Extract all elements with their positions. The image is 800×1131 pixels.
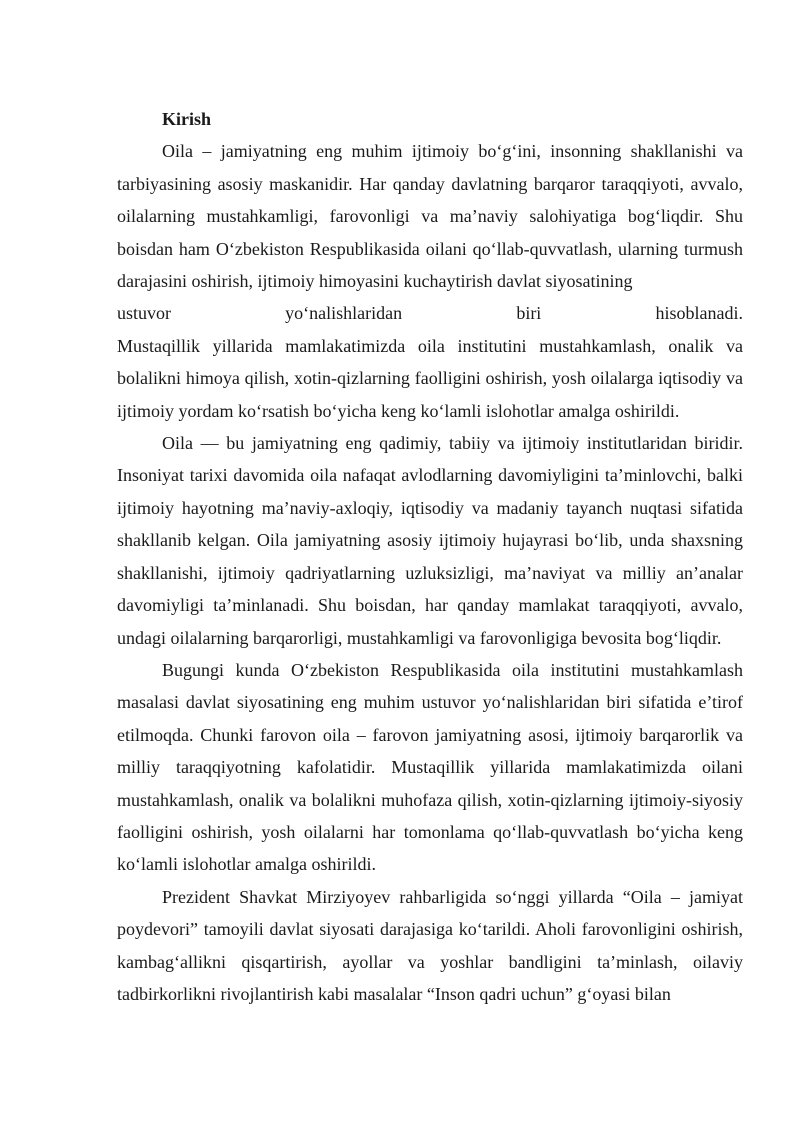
word: yo‘nalishlaridan bbox=[285, 303, 403, 324]
paragraph-2: Mustaqillik yillarida mamlakatimizda oila institutini mustahkamlash, onalik va bolalikni himoya qilish, xotin-qizlarning faolligini oshirish, yosh oilalarga iqtisodiy va ijtimoiy yordam ko‘rsatish bo‘yicha keng ko‘lamli islohotlar amalga oshirildi. bbox=[117, 335, 743, 421]
word: hisoblanadi. bbox=[655, 303, 743, 324]
section-heading: Kirish bbox=[162, 109, 212, 129]
document-page bbox=[117, 103, 743, 1010]
word: biri bbox=[516, 303, 542, 324]
paragraph-5: Prezident Shavkat Mirziyoyev rahbarligida so‘nggi yillarda “Oila – jamiyat poydevori” tamoyili davlat siyosati darajasiga ko‘tarildi. Aholi farovonligini oshirish, kambag‘allikni qisqartirish, ayollar va yoshlar bandligini ta’minlash, oilaviy tadbirkorlikni rivojlantirish kabi masalalar “Inson qadri uchun” g‘oyasi bilan bbox=[117, 886, 743, 1004]
paragraph-1: Oila – jamiyatning eng muhim ijtimoiy bo‘g‘ini, insonning shakllanishi va tarbiyasining asosiy maskanidir. Har qanday davlatning barqaror taraqqiyoti, avvalo, oilalarning mustahkamligi, farovonligi va ma’naviy salohiyatiga bog‘liqdir. Shu boisdan ham O‘zbekiston Respublikasida oilani qo‘llab-quvvatlash, ularning turmush darajasini oshirish, ijtimoiy himoyasini kuchaytirish davlat siyosatining bbox=[117, 141, 743, 292]
paragraph-3: Oila — bu jamiyatning eng qadimiy, tabiiy va ijtimoiy institutlaridan biridir. Insoniyat tarixi davomida oila nafaqat avlodlarning davomiyligini ta’minlovchi, balki ijtimoiy hayotning ma’naviy-axloqiy, iqtisodiy va madaniy tayanch nuqtasi sifatida shakllanib kelgan. Oila jamiyatning asosiy ijtimoiy hujayrasi bo‘lib, unda shaxsning shakllanishi, ijtimoiy qadriyatlarning uzluksizligi, ma’naviyat va milliy an’analar davomiyligi ta’minlanadi. Shu boisdan, har qanday mamlakat taraqqiyoti, avvalo, undagi oilalarning barqarorligi, mustahkamligi va farovonligiga bevosita bog‘liqdir. bbox=[117, 433, 743, 648]
word: ustuvor bbox=[117, 303, 171, 324]
paragraph-4: Bugungi kunda O‘zbekiston Respublikasida oila institutini mustahkamlash masalasi davlat siyosatining eng muhim ustuvor yo‘nalishlaridan biri sifatida e’tirof etilmoqda. Chunki farovon oila – farovon jamiyatning asosi, ijtimoiy barqarorlik va milliy taraqqiyotning kafolatidir. Mustaqillik yillarida mamlakatimizda oilani mustahkamlash, onalik va bolalikni muhofaza qilish, xotin-qizlarning ijtimoiy-siyosiy faolligini oshirish, yosh oilalarni har tomonlama qo‘llab-quvvatlash bo‘yicha keng ko‘lamli islohotlar amalga oshirildi. bbox=[117, 659, 743, 875]
paragraph-1-last-line bbox=[117, 297, 743, 329]
